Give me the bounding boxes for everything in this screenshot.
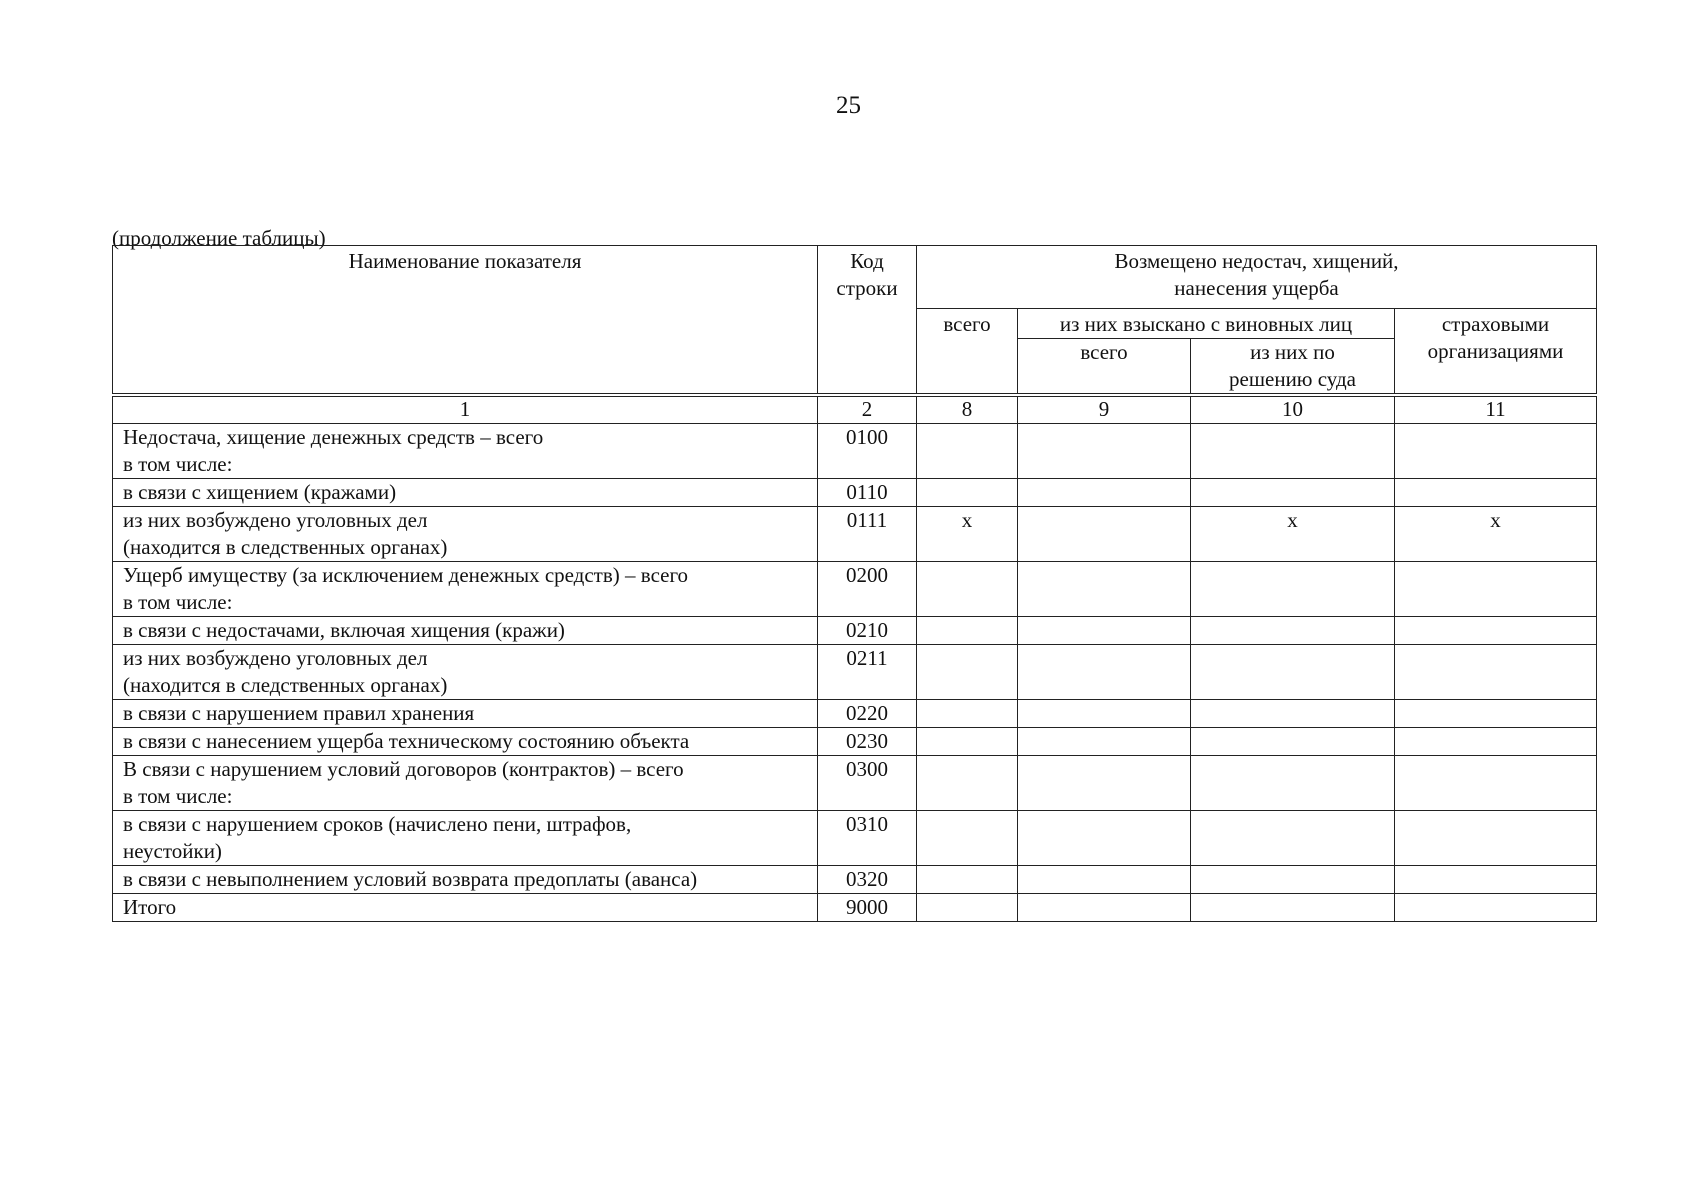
row-code-cell: 0100 <box>818 424 917 479</box>
row-code-cell: 9000 <box>818 894 917 922</box>
row-name-line: Недостача, хищение денежных средств – всего <box>123 425 544 449</box>
row-name-line: в связи с нарушением сроков (начислено пени, штрафов, <box>123 812 632 836</box>
row-name-cell <box>113 479 818 507</box>
header-compensated-group <box>917 246 1597 309</box>
row-name-line: в том числе: <box>123 452 233 476</box>
row-value-cell-c10 <box>1191 562 1395 617</box>
page-number: 25 <box>836 92 861 119</box>
row-code-cell: 0220 <box>818 700 917 728</box>
row-value-cell-c11: х <box>1395 507 1597 562</box>
row-code-cell: 0230 <box>818 728 917 756</box>
row-value-cell-c8 <box>917 728 1018 756</box>
row-code-cell: 0111 <box>818 507 917 562</box>
row-value-cell-c11 <box>1395 562 1597 617</box>
row-value-cell-c11 <box>1395 424 1597 479</box>
header-group-line2: нанесения ущерба <box>1174 276 1339 300</box>
header-group-line1: Возмещено недостач, хищений, <box>1114 249 1399 273</box>
header-court-line1: из них по <box>1250 340 1335 364</box>
row-value-cell-c10 <box>1191 700 1395 728</box>
header-from-guilty-label: из них взыскано с виновных лиц <box>1059 312 1353 336</box>
table-row <box>113 562 1597 617</box>
table-row <box>113 811 1597 866</box>
header-insurance-line2: организациями <box>1427 339 1564 363</box>
header-insurance <box>1395 309 1597 396</box>
row-value-cell-c8 <box>917 562 1018 617</box>
row-value-cell-c10 <box>1191 645 1395 700</box>
table-row <box>113 479 1597 507</box>
row-value-cell-c11 <box>1395 866 1597 894</box>
row-value-cell-c8 <box>917 645 1018 700</box>
row-name-cell <box>113 866 818 894</box>
header-from-guilty <box>1018 309 1395 339</box>
row-code-cell: 0211 <box>818 645 917 700</box>
table-row <box>113 424 1597 479</box>
row-name-line: в связи с невыполнением условий возврата предоплаты (аванса) <box>123 867 698 891</box>
row-name-cell <box>113 562 818 617</box>
row-value-cell-c11 <box>1395 645 1597 700</box>
row-name-line: Ущерб имуществу (за исключением денежных средств) – всего <box>123 563 689 587</box>
row-value-cell-c8 <box>917 866 1018 894</box>
row-name-line: в связи с недостачами, включая хищения (кражи) <box>123 618 565 642</box>
column-number: 2 <box>818 395 917 424</box>
row-name-line: в связи с хищением (кражами) <box>123 480 397 504</box>
row-value-cell-c9 <box>1018 479 1191 507</box>
damages-table <box>112 245 1597 922</box>
row-value-cell-c9 <box>1018 507 1191 562</box>
row-value-cell-c9 <box>1018 645 1191 700</box>
row-value-cell-c10 <box>1191 424 1395 479</box>
row-value-cell-c8 <box>917 617 1018 645</box>
header-insurance-line1: страховыми <box>1441 312 1550 336</box>
row-code-cell: 0200 <box>818 562 917 617</box>
row-value-cell-c8 <box>917 894 1018 922</box>
row-value-cell-c10 <box>1191 866 1395 894</box>
row-name-line: в связи с нанесением ущерба техническому состоянию объекта <box>123 729 690 753</box>
row-name-line: (находится в следственных органах) <box>123 535 448 559</box>
row-name-cell <box>113 894 818 922</box>
row-value-cell-c9 <box>1018 894 1191 922</box>
row-name-cell <box>113 424 818 479</box>
table-row <box>113 728 1597 756</box>
row-value-cell-c8 <box>917 424 1018 479</box>
row-value-cell-c11 <box>1395 811 1597 866</box>
row-name-line: из них возбуждено уголовных дел <box>123 508 428 532</box>
row-value-cell-c8 <box>917 756 1018 811</box>
row-value-cell-c9 <box>1018 866 1191 894</box>
row-value-cell-c10 <box>1191 756 1395 811</box>
column-number: 1 <box>113 395 818 424</box>
row-value-cell-c11 <box>1395 479 1597 507</box>
row-name-line: (находится в следственных органах) <box>123 673 448 697</box>
row-name-line: в связи с нарушением правил хранения <box>123 701 475 725</box>
row-value-cell-c11 <box>1395 756 1597 811</box>
row-value-cell-c10: х <box>1191 507 1395 562</box>
column-number: 11 <box>1395 395 1597 424</box>
row-code-cell: 0300 <box>818 756 917 811</box>
header-row-top <box>113 246 1597 309</box>
table-row <box>113 756 1597 811</box>
row-name-cell <box>113 507 818 562</box>
table-row <box>113 866 1597 894</box>
header-code-line1: Код <box>850 249 884 273</box>
row-value-cell-c9 <box>1018 424 1191 479</box>
row-name-line: Итого <box>123 895 177 919</box>
row-name-line: в том числе: <box>123 590 233 614</box>
column-number: 10 <box>1191 395 1395 424</box>
row-code-cell: 0320 <box>818 866 917 894</box>
table-row <box>113 700 1597 728</box>
row-value-cell-c9 <box>1018 617 1191 645</box>
row-value-cell-c8 <box>917 479 1018 507</box>
row-value-cell-c9 <box>1018 728 1191 756</box>
header-guilty-total-label: всего <box>1080 340 1128 364</box>
row-value-cell-c9 <box>1018 811 1191 866</box>
row-name-cell <box>113 617 818 645</box>
table-row <box>113 645 1597 700</box>
table-row <box>113 507 1597 562</box>
row-name-cell <box>113 756 818 811</box>
table-row <box>113 617 1597 645</box>
row-name-line: неустойки) <box>123 839 222 863</box>
row-value-cell-c10 <box>1191 728 1395 756</box>
row-value-cell-c11 <box>1395 728 1597 756</box>
header-court <box>1191 339 1395 396</box>
header-code <box>818 246 917 396</box>
column-number: 8 <box>917 395 1018 424</box>
row-value-cell-c10 <box>1191 479 1395 507</box>
row-value-cell-c9 <box>1018 562 1191 617</box>
table-caption: (продолжение таблицы) <box>112 226 326 250</box>
row-code-cell: 0210 <box>818 617 917 645</box>
header-guilty-total <box>1018 339 1191 396</box>
row-code-cell: 0110 <box>818 479 917 507</box>
header-total <box>917 309 1018 396</box>
row-value-cell-c10 <box>1191 617 1395 645</box>
row-name-cell <box>113 645 818 700</box>
row-value-cell-c8 <box>917 811 1018 866</box>
row-value-cell-c9 <box>1018 700 1191 728</box>
row-name-cell <box>113 811 818 866</box>
header-name <box>113 246 818 396</box>
row-value-cell-c11 <box>1395 894 1597 922</box>
row-value-cell-c10 <box>1191 894 1395 922</box>
row-value-cell-c10 <box>1191 811 1395 866</box>
row-name-cell <box>113 700 818 728</box>
row-name-cell <box>113 728 818 756</box>
row-name-line: из них возбуждено уголовных дел <box>123 646 428 670</box>
row-value-cell-c8 <box>917 700 1018 728</box>
header-court-line2: решению суда <box>1229 367 1356 391</box>
table-row <box>113 894 1597 922</box>
row-value-cell-c11 <box>1395 617 1597 645</box>
row-value-cell-c9 <box>1018 756 1191 811</box>
column-number: 9 <box>1018 395 1191 424</box>
row-value-cell-c11 <box>1395 700 1597 728</box>
row-value-cell-c8: х <box>917 507 1018 562</box>
row-name-line: В связи с нарушением условий договоров (контрактов) – всего <box>123 757 684 781</box>
header-code-line2: строки <box>836 276 898 300</box>
header-name-label: Наименование показателя <box>348 249 582 273</box>
header-total-label: всего <box>943 312 991 336</box>
row-name-line: в том числе: <box>123 784 233 808</box>
column-number-row <box>113 395 1597 424</box>
row-code-cell: 0310 <box>818 811 917 866</box>
